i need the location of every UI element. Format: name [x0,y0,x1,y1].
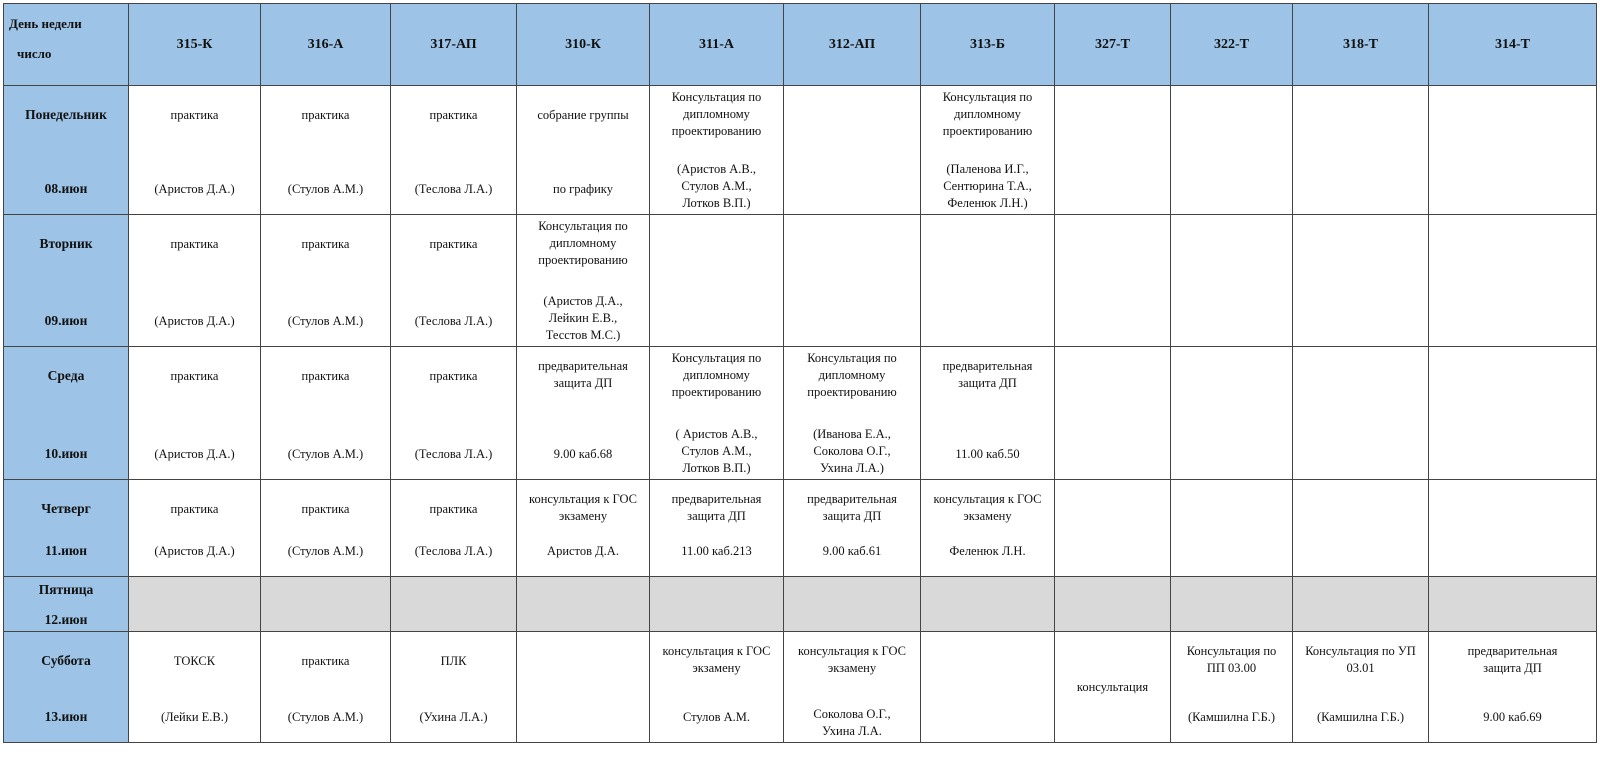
schedule-cell [784,86,921,215]
cell-activity: 03.01 [1346,660,1375,675]
schedule-cell [261,577,391,632]
day-date: 11.июн [44,543,87,558]
cell-detail: (Стулов А.М.) [287,709,364,724]
cell-detail: ( Аристов А.В., [675,426,758,441]
schedule-cell [1429,480,1597,577]
schedule-cell [261,347,391,480]
cell-detail: Тесстов М.С.) [545,327,621,342]
schedule-cell [784,632,921,743]
cell-detail: (Стулов А.М.) [287,313,364,328]
cell-detail: Феленюк Л.Н. [949,543,1026,558]
schedule-cell [517,215,650,347]
schedule-cell [1055,632,1171,743]
schedule-cell [1429,632,1597,743]
day-of-week-label: День недели [9,16,82,31]
cell-activity: консультация к ГОС [529,491,637,506]
schedule-cell [921,480,1055,577]
group-header: 314-Т [1429,4,1597,86]
cell-detail: (Стулов А.М.) [287,181,364,196]
cell-detail: (Аристов Д.А., [543,293,623,308]
cell-detail: (Аристов Д.А.) [154,543,235,558]
cell-activity: ПП 03.00 [1206,660,1257,675]
schedule-cell [921,347,1055,480]
cell-activity: дипломному [549,235,617,250]
day-cell [4,480,129,577]
cell-activity: Консультация по УП [1305,643,1416,658]
cell-detail: Сентюрина Т.А., [943,178,1032,193]
header-row [4,4,1597,86]
cell-activity: защита ДП [687,508,746,523]
schedule-cell [650,215,784,347]
schedule-cell [517,480,650,577]
schedule-cell [1293,480,1429,577]
day-date: 09.июн [44,313,88,328]
day-cell [4,577,129,632]
schedule-cell [1293,347,1429,480]
cell-activity: практика [429,236,478,251]
cell-detail: (Аристов Д.А.) [154,446,235,461]
cell-activity: практика [429,501,478,516]
cell-detail: Лейкин Е.В., [548,310,618,325]
cell-activity: защита ДП [553,375,613,390]
cell-detail: 9.00 каб.69 [1483,709,1542,724]
cell-activity: практика [170,236,219,251]
group-header: 322-Т [1171,4,1293,86]
cell-activity: экзамену [827,660,877,675]
schedule-cell [129,577,261,632]
cell-detail: Ухина Л.А.) [820,460,884,475]
cell-detail: Стулов А.М., [681,178,752,193]
schedule-cell [261,86,391,215]
schedule-cell [129,632,261,743]
schedule-cell [1293,577,1429,632]
schedule-cell [1429,86,1597,215]
day-name: Четверг [41,501,91,516]
cell-detail: Стулов А.М., [681,443,752,458]
cell-activity: защита ДП [958,375,1017,390]
day-name: Среда [47,368,85,383]
cell-activity: консультация [1076,679,1149,694]
schedule-cell [391,632,517,743]
cell-activity: практика [301,653,350,668]
day-name: Пятница [38,582,94,597]
cell-activity: Консультация по [671,89,762,104]
schedule-cell [391,86,517,215]
cell-detail: (Ухина Л.А.) [419,709,488,724]
cell-activity: Консультация по [807,350,897,365]
schedule-cell [784,577,921,632]
cell-activity: дипломному [683,367,750,382]
schedule-cell [1293,632,1429,743]
day-cell [4,347,129,480]
schedule-cell [517,577,650,632]
schedule-cell [921,632,1055,743]
schedule-cell [261,632,391,743]
schedule-table [3,3,1597,743]
cell-detail: 9.00 каб.68 [553,446,613,461]
schedule-cell [517,86,650,215]
day-cell [4,632,129,743]
schedule-cell [129,215,261,347]
schedule-cell [129,86,261,215]
schedule-cell [517,347,650,480]
schedule-cell [1293,215,1429,347]
schedule-cell [1429,347,1597,480]
cell-detail: Соколова О.Г., [813,443,891,458]
schedule-row [4,632,1597,743]
cell-activity: защита ДП [822,508,882,523]
schedule-cell [784,480,921,577]
schedule-cell [391,215,517,347]
cell-activity: дипломному [954,106,1021,121]
schedule-row [4,86,1597,215]
cell-activity: проектированию [807,384,897,399]
schedule-cell [391,577,517,632]
cell-activity: практика [429,368,478,383]
cell-activity: собрание группы [537,107,629,122]
cell-detail: Стулов А.М. [682,709,751,724]
cell-detail: (Камшилна Г.Б.) [1316,709,1405,724]
cell-detail: (Стулов А.М.) [287,446,364,461]
cell-activity: практика [170,368,219,383]
day-name: Вторник [39,236,93,251]
cell-activity: ТОКСК [173,653,216,668]
schedule-cell [1171,480,1293,577]
cell-detail: (Аристов Д.А.) [154,313,235,328]
group-header: 312-АП [784,4,921,86]
group-header: 315-К [129,4,261,86]
cell-activity: экзамену [963,508,1012,523]
cell-activity: практика [429,107,478,122]
cell-detail: (Камшилна Г.Б.) [1187,709,1276,724]
cell-activity: проектированию [942,123,1033,138]
cell-detail: (Иванова Е.А., [813,426,891,441]
cell-activity: консультация к ГОС [662,643,771,658]
day-cell [4,86,129,215]
day-cell [4,215,129,347]
schedule-cell [1055,215,1171,347]
schedule-cell [1429,577,1597,632]
schedule-row [4,215,1597,347]
cell-activity: Консультация по [671,350,762,365]
group-header: 327-Т [1055,4,1171,86]
cell-activity: защита ДП [1483,660,1542,675]
schedule-cell [921,577,1055,632]
schedule-cell [1171,577,1293,632]
schedule-cell [1171,215,1293,347]
schedule-cell [1293,86,1429,215]
cell-activity: проектированию [538,252,628,267]
schedule-cell [650,577,784,632]
cell-activity: практика [301,107,350,122]
schedule-cell [1171,632,1293,743]
group-header: 318-Т [1293,4,1429,86]
cell-activity: предварительная [942,358,1033,373]
cell-activity: Консультация по [538,218,628,233]
group-header: 316-А [261,4,391,86]
schedule-cell [261,480,391,577]
cell-detail: (Стулов А.М.) [287,543,364,558]
cell-activity: практика [170,501,219,516]
cell-detail: Лотков В.П.) [682,460,751,475]
cell-activity: проектированию [671,384,762,399]
schedule-row [4,347,1597,480]
schedule-cell [391,480,517,577]
cell-detail: (Теслова Л.А.) [414,313,493,328]
day-column-header [4,4,129,86]
day-name: Суббота [41,653,91,668]
schedule-cell [1429,215,1597,347]
schedule-cell [1055,347,1171,480]
date-label: число [17,46,52,61]
cell-detail: Ухина Л.А. [822,723,882,738]
cell-detail: (Паленова И.Г., [946,161,1029,176]
cell-detail: по графику [553,181,613,196]
cell-activity: предварительная [538,358,628,373]
group-header: 317-АП [391,4,517,86]
day-date: 10.июн [44,446,88,461]
schedule-cell [650,632,784,743]
cell-activity: Консультация по [1186,643,1277,658]
cell-activity: консультация к ГОС [933,491,1042,506]
cell-activity: практика [301,236,350,251]
cell-detail: Лотков В.П.) [682,195,751,210]
cell-activity: предварительная [807,491,897,506]
schedule-cell [784,215,921,347]
schedule-cell [650,347,784,480]
cell-detail: (Теслова Л.А.) [414,181,493,196]
group-header: 311-А [650,4,784,86]
schedule-cell [650,480,784,577]
schedule-cell [517,632,650,743]
cell-detail: (Аристов Д.А.) [154,181,235,196]
cell-activity: дипломному [818,367,886,382]
day-date: 12.июн [44,612,88,627]
day-date: 08.июн [44,181,88,196]
group-header: 313-Б [921,4,1055,86]
schedule-cell [921,215,1055,347]
cell-detail: (Лейки Е.В.) [160,709,229,724]
schedule-cell [391,347,517,480]
schedule-cell [1055,86,1171,215]
cell-detail: 9.00 каб.61 [822,543,882,558]
schedule-row [4,480,1597,577]
cell-activity: предварительная [1467,643,1558,658]
cell-activity: проектированию [671,123,762,138]
schedule-cell [1171,347,1293,480]
schedule-cell [1171,86,1293,215]
schedule-cell [1055,577,1171,632]
schedule-cell [261,215,391,347]
cell-activity: Консультация по [942,89,1033,104]
schedule-cell [650,86,784,215]
cell-detail: Феленюк Л.Н.) [947,195,1028,210]
cell-detail: Соколова О.Г., [813,706,891,721]
schedule-row [4,577,1597,632]
schedule-cell [921,86,1055,215]
cell-detail: (Теслова Л.А.) [414,446,493,461]
schedule-cell [784,347,921,480]
cell-activity: ПЛК [440,653,467,668]
cell-activity: практика [170,107,219,122]
day-name: Понедельник [25,107,107,122]
cell-detail: (Аристов А.В., [677,161,756,176]
schedule-cell [129,480,261,577]
cell-detail: (Теслова Л.А.) [414,543,493,558]
cell-activity: дипломному [683,106,750,121]
cell-activity: консультация к ГОС [798,643,906,658]
cell-detail: 11.00 каб.213 [681,543,752,558]
cell-activity: практика [301,501,350,516]
schedule-cell [129,347,261,480]
cell-activity: экзамену [692,660,741,675]
cell-activity: предварительная [671,491,762,506]
group-header: 310-К [517,4,650,86]
cell-activity: практика [301,368,350,383]
cell-detail: Аристов Д.А. [547,543,619,558]
day-date: 13.июн [44,709,88,724]
cell-detail: 11.00 каб.50 [955,446,1020,461]
cell-activity: экзамену [558,508,608,523]
schedule-cell [1055,480,1171,577]
